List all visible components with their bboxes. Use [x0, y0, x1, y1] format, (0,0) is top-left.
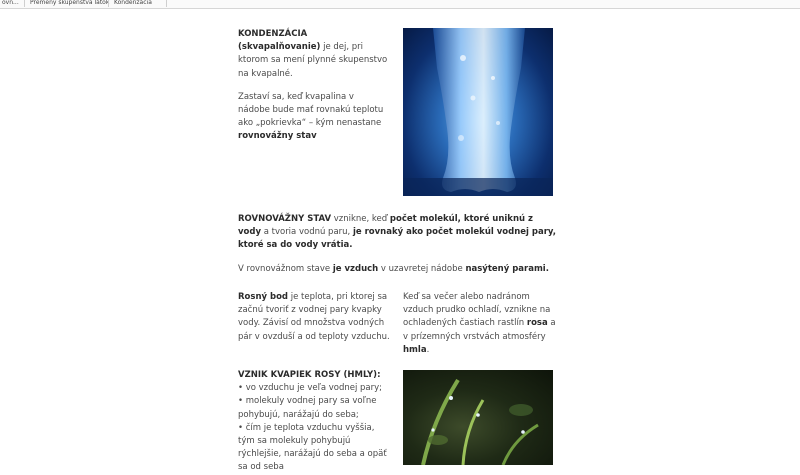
rosa-hmla-text — [403, 291, 558, 357]
rosny-bod-text — [238, 291, 390, 344]
tab-divider — [166, 0, 167, 7]
dew-fog-paragraph: Keď sa večer alebo nadránom vzduch prudko ochladí, vznikne na ochladených častiach rastlín rosa a v prízemných vrstvách atmosféry hmla. — [403, 292, 556, 355]
tab-premeny-skupenstva[interactable]: Premeny skupenstva látok — [24, 0, 109, 6]
list-item: • čím je teplota vzduchu vyššia, tým sa molekuly pohybujú rýchlejšie, narážajú do seba a opäť sa od seba — [238, 422, 387, 473]
list-item: • vo vzduchu je veľa vodnej pary; — [238, 383, 383, 394]
equilibrium-definition: ROVNOVÁŽNY STAV vznikne, keď počet molekúl, ktoré uniknú z vody a tvoria vodnú paru, je rovnaký ako počet molekúl vodnej pary, ktoré sa do vody vrátia. — [238, 214, 557, 251]
section-heading: VZNIK KVAPIEK ROSY (HMLY): — [238, 370, 381, 380]
saturated-air-paragraph: V rovnovážnom stave je vzduch v uzavretej nádobe nasýtený parami. — [238, 263, 549, 274]
equilibrium-paragraph: Zastaví sa, keď kvapalina v nádobe bude mať rovnakú teplotu ako „pokrievka“ – kým nenastane rovnovážny stav — [238, 91, 384, 142]
dew-plant-image — [403, 370, 553, 465]
tab-divider — [24, 0, 25, 7]
dew-point-paragraph: Rosný bod je teplota, pri ktorej sa začnú tvoriť z vodnej pary kvapky vody. Závisí od množstva vodných pár v ovzduší a od teploty vzduchu. — [238, 292, 390, 342]
vznik-kvapiek-text — [238, 369, 388, 475]
tab-divider — [108, 0, 109, 7]
kondenzacia-text — [238, 28, 388, 144]
tab-first[interactable]: ovn... — [2, 0, 19, 6]
tab-bar — [0, 0, 800, 9]
list-item: • molekuly vodnej pary sa voľne pohybujú, narážajú do seba; — [238, 396, 377, 420]
water-bottle-image — [403, 28, 553, 196]
rovnovazny-stav-text — [238, 213, 558, 276]
definition-paragraph: KONDENZÁCIA (skvapalňovanie) je dej, pri ktorom sa mení plynné skupenstvo na kvapalné. — [238, 29, 388, 79]
tab-kondenzacia[interactable]: Kondenzácia — [108, 0, 152, 6]
